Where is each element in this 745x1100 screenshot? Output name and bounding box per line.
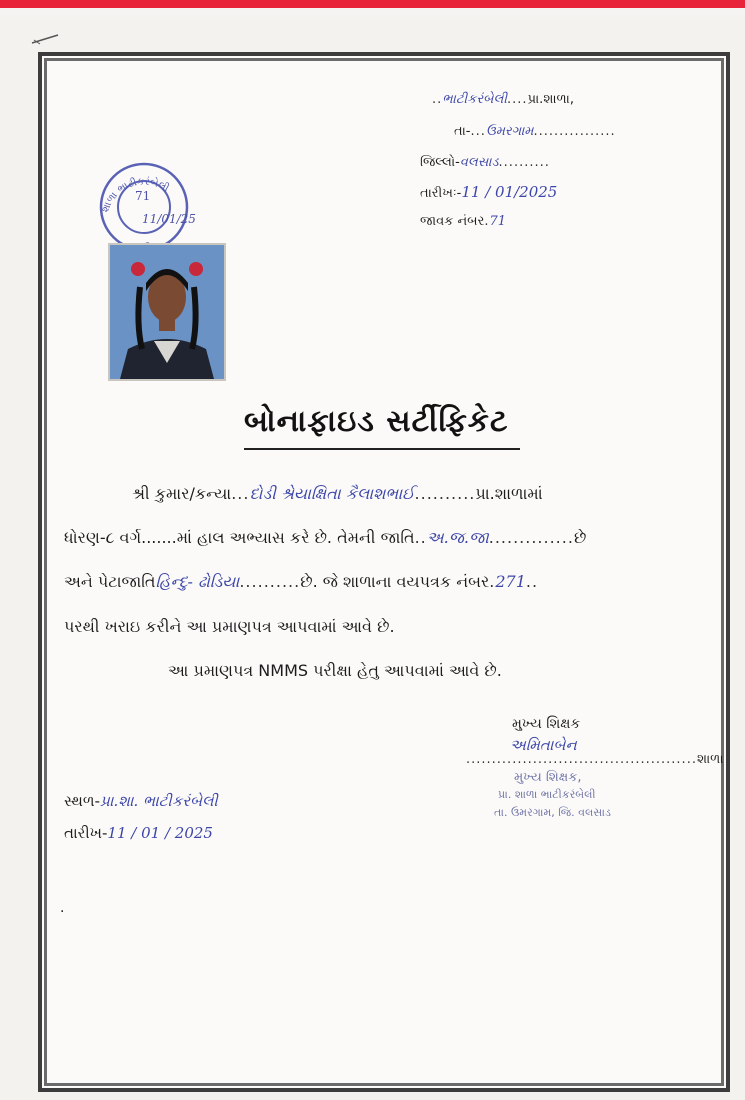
body-line-2: ધોરણ-૮ વર્ગ.......માં હાલ અભ્યાસ કરે છે. તેમની જાતિ..અ.જ.જા..............છે	[64, 528, 587, 547]
certificate-title: બોનાફાઇડ સર્ટીફિકેટ	[244, 404, 509, 439]
student-photo	[108, 243, 226, 381]
subcaste-label: અને પેટાજાતિ	[64, 572, 156, 591]
stray-dot: .	[60, 900, 65, 916]
standard-text: ધોરણ-૮ વર્ગ.......માં હાલ અભ્યાસ કરે છે. તેમની જાતિ	[64, 528, 415, 547]
student-name-handwritten: દોડી શ્રેયાક્ષિતા કૈલાશભાઈ	[249, 484, 415, 503]
district-handwritten: વલસાડ	[459, 155, 499, 170]
seal-date: 11/01/25	[142, 212, 196, 226]
student-prefix-label: શ્રી કુમાર/કન્યા	[132, 484, 232, 503]
outward-handwritten: 71	[489, 214, 507, 229]
school-name-handwritten: ભાટીકરંબેલી	[442, 92, 508, 107]
footer-date-label: તારીખ-	[64, 824, 108, 842]
outward-line: જાવક નંબર.71	[420, 214, 507, 229]
body-line-5: આ પ્રમાણપત્ર NMMS પરીક્ષા હેતુ આપવામાં આવે છે.	[168, 661, 502, 680]
place-handwritten: પ્રા.શા. ભાટીકરંબેલી	[100, 792, 218, 810]
register-text: છે. જે શાળાના વયપત્રક નંબર	[300, 572, 490, 591]
body-line-3: અને પેટાજાતિહિન્દુ- ઢોડિયા..........છે. જે શાળાના વયપત્રક નંબર.271..	[64, 572, 539, 591]
school-seal	[90, 155, 202, 255]
footer-date-handwritten: 11 / 01 / 2025	[107, 824, 213, 842]
footer-date-line	[64, 824, 213, 842]
signatory-label: મુખ્ય શિક્ષક	[512, 716, 581, 732]
outward-label: જાવક નંબર	[420, 214, 485, 229]
date-line	[420, 183, 557, 201]
stamp-line-1: મુખ્ય શિક્ષક,	[514, 770, 582, 785]
paper-edge	[0, 8, 745, 22]
taluka-label: તા-	[454, 124, 471, 139]
date-label: તારીખઃ-	[420, 186, 462, 201]
district-label: જિલ્લો-	[420, 155, 460, 170]
district-line: જિલ્લો-વલસાડ..........	[420, 155, 550, 170]
school-line: ..ભાટીકરંબેલી....પ્રા.શાળા,	[432, 92, 574, 107]
signature-school-suffix: શાળા	[696, 752, 724, 767]
subcaste-handwritten: હિન્દુ- ઢોડિયા	[155, 572, 240, 591]
title-underline	[244, 448, 520, 450]
body-line-4: પરથી ખરાઇ કરીને આ પ્રમાણપત્ર આપવામાં આવે છે.	[64, 617, 395, 636]
place-label: સ્થળ-	[64, 792, 101, 810]
seal-number: 71	[135, 189, 151, 203]
stamp-line-3: તા. ઉમરગામ, જિ. વલસાડ	[494, 806, 611, 819]
signature-school-line: .............................................શાળા	[466, 752, 724, 767]
caste-handwritten: અ.જ.જા	[426, 528, 489, 547]
body-line-1: શ્રી કુમાર/કન્યા...દોડી શ્રેયાક્ષિતા કૈલાશભાઈ..........પ્રા.શાળામાં	[132, 484, 543, 503]
date-handwritten: 11 / 01/2025	[461, 183, 558, 201]
taluka-handwritten: ઉમરગામ	[485, 124, 534, 139]
taluka-line: તા-...ઉમરગામ................	[454, 124, 616, 139]
top-color-strip	[0, 0, 745, 8]
register-number-handwritten: 271	[495, 572, 526, 591]
signature-scribble: અમિતાબેન	[510, 736, 577, 754]
stamp-line-2: પ્રા. શાળા ભાટીકરંબેલી	[498, 788, 596, 801]
school-suffix: પ્રા.શાળા,	[527, 92, 574, 107]
school-suffix-label: પ્રા.શાળામાં	[475, 484, 543, 503]
pencil-mark	[30, 32, 60, 46]
place-line	[64, 792, 218, 810]
seal-ring-text: શાળા ભાટીકરંબેલી	[100, 176, 171, 215]
caste-suffix: છે	[573, 528, 587, 547]
